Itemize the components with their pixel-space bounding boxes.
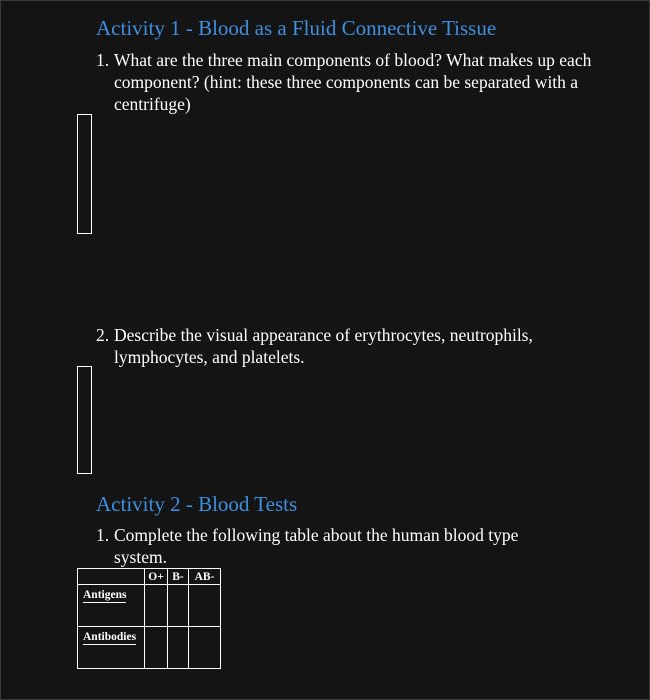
table-cell[interactable]	[145, 585, 168, 627]
table-row-antibodies	[78, 627, 221, 669]
table-cell[interactable]	[168, 585, 189, 627]
question-number: 1.	[96, 525, 110, 545]
blood-type-table	[77, 568, 221, 669]
question-text: What are the three main components of blood? What makes up each component? (hint: these three components can be separated with a centrifuge)	[114, 50, 592, 114]
question-text: Describe the visual appearance of erythrocytes, neutrophils, lymphocytes, and platelets.	[114, 325, 533, 367]
table-row-antigens	[78, 585, 221, 627]
activity-2-question-1	[96, 524, 566, 568]
question-text: Complete the following table about the human blood type system.	[114, 525, 519, 567]
column-header-ab-negative: AB-	[189, 569, 221, 585]
row-label-cell	[78, 585, 145, 627]
table-cell[interactable]	[168, 627, 189, 669]
table-cell[interactable]	[189, 585, 221, 627]
answer-box-2[interactable]	[77, 366, 92, 474]
column-header-b-negative: B-	[168, 569, 189, 585]
column-header-o-positive: O+	[145, 569, 168, 585]
question-number: 1.	[96, 50, 110, 70]
table-cell[interactable]	[145, 627, 168, 669]
activity-1-heading: Activity 1 - Blood as a Fluid Connective Tissue	[96, 16, 497, 40]
table-header-row	[78, 569, 221, 585]
row-label-cell	[78, 627, 145, 669]
table-cell[interactable]	[189, 627, 221, 669]
table-corner-cell	[78, 569, 145, 585]
activity-1-question-1	[96, 49, 596, 115]
row-label: Antigens	[83, 589, 127, 601]
question-number: 2.	[96, 325, 110, 345]
activity-2-heading: Activity 2 - Blood Tests	[96, 492, 298, 516]
row-label: Antibodies	[83, 631, 137, 643]
activity-1-question-2	[96, 324, 596, 368]
answer-box-1[interactable]	[77, 114, 92, 234]
